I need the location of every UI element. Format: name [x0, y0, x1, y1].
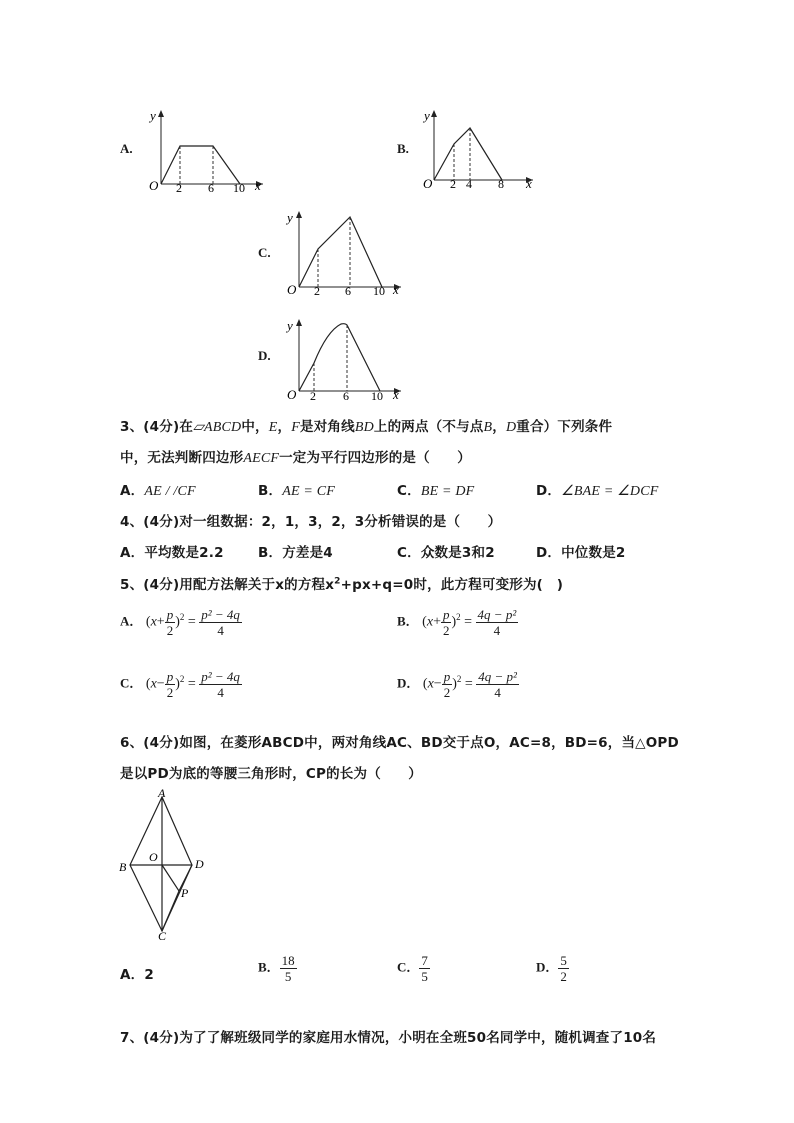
q3-text: ， [277, 419, 292, 435]
question-5 [120, 573, 563, 593]
q4-option-d[interactable] [536, 541, 626, 561]
graph-b-tick: 2 [450, 177, 456, 191]
point-a-label: A [158, 786, 166, 800]
q3-option-d[interactable] [536, 479, 659, 500]
q5-option-c[interactable]: C． (x− $\frac{p}{2}$ )$^2$ = $\frac{\text{p² − 4q}}{4}$ [120, 669, 240, 700]
q6-frac-den: 5 [284, 969, 292, 984]
q5-frac [165, 607, 176, 638]
graph-b-tick: 8 [498, 177, 504, 191]
q3-option-text: AE = CF [282, 484, 336, 499]
q5-sign: + [433, 614, 441, 630]
q5-equals: = [464, 676, 473, 692]
q3-math: BD [354, 420, 374, 435]
graph-c-x: x [393, 282, 399, 297]
q3-text: 中，无法判断四边形 [120, 450, 244, 466]
q3-option-a[interactable] [120, 479, 196, 500]
q5-square: 2 [456, 674, 462, 685]
graph-d-tick: 2 [310, 389, 316, 403]
q6-option-d[interactable] [536, 953, 569, 984]
q5-option-label: C． [120, 675, 143, 691]
q6-frac-num: 18 [281, 953, 295, 968]
q6-option-label: B． [258, 959, 280, 975]
q5-frac-den: 4 [494, 685, 501, 700]
q5-frac-num: p [442, 607, 450, 622]
q5-sign: − [433, 676, 442, 692]
graph-d [283, 313, 408, 408]
q6-frac-num: 7 [421, 953, 428, 968]
q5-frac-num: p² − 4q [201, 669, 240, 684]
q5-frac [442, 669, 453, 700]
q4-option-text: 方差是4 [282, 545, 333, 561]
q3-math: B [483, 420, 493, 435]
q5-option-label: D． [397, 675, 420, 691]
q6-option-label: A． [120, 967, 145, 983]
q5-var: x [150, 614, 157, 630]
graph-d-y: y [287, 318, 293, 333]
question-3-line-2 [120, 446, 471, 467]
q4-option-text: 中位数是2 [561, 545, 626, 561]
q5-frac-num: p [443, 669, 451, 684]
question-7: 7、(4分)为了了解班级同学的家庭用水情况，小明在全班50名同学中，随机调查了10名 [120, 1030, 657, 1046]
q3-option-label: B． [258, 483, 283, 499]
q6-option-value: 2 [144, 967, 154, 983]
q3-text: 一定为平行四边形的是（ ） [279, 450, 471, 466]
graph-a-o: O [149, 178, 159, 193]
q3-text: 上的两点（不与点 [373, 419, 484, 435]
q5-frac-den: 2 [442, 623, 450, 638]
q4-option-label: A． [120, 545, 145, 561]
graph-b [420, 104, 545, 194]
q5-frac [199, 669, 242, 700]
q5-frac [199, 607, 242, 638]
q4-option-label: C． [397, 545, 421, 561]
q5-frac-den: 4 [217, 623, 224, 638]
q6-option-a[interactable] [120, 963, 154, 983]
q5-frac-den: 2 [443, 685, 451, 700]
q5-frac [165, 669, 176, 700]
q6-option-c[interactable] [397, 953, 430, 984]
q4-option-c[interactable] [397, 541, 495, 561]
q3-option-label: D． [536, 483, 562, 499]
q5-frac-num: p [166, 669, 174, 684]
option-c-label: C. [258, 245, 271, 260]
q3-option-c[interactable] [397, 479, 474, 500]
q5-var: x [426, 614, 434, 630]
point-p-label: P [181, 886, 189, 900]
question-6-line-1: 6、(4分)如图，在菱形ABCD中，两对角线AC、BD交于点O，AC=8，BD=6，当△OPD [120, 735, 679, 751]
question-6-line-2: 是以PD为底的等腰三角形时，CP的长为（ ） [120, 766, 423, 782]
graph-d-o: O [287, 387, 297, 402]
graph-c-y: y [287, 210, 293, 225]
q3-math: F [291, 420, 300, 435]
graph-a-tick: 10 [233, 181, 245, 194]
graph-b-y: y [424, 108, 430, 123]
q5-option-label: B． [397, 613, 419, 629]
q3-option-label: C． [397, 483, 421, 499]
q5-option-d[interactable]: D． (x− $\frac{p}{2}$ )$^2$ = $\frac{\text{4q − p²}}{4}$ [397, 669, 517, 700]
q3-option-text: BE = DF [420, 484, 475, 499]
q3-option-text: AE / /CF [144, 484, 196, 499]
graph-c-o: O [287, 282, 297, 297]
q6-option-b[interactable] [258, 953, 297, 984]
q3-math: D [505, 420, 517, 435]
graph-a-x: x [255, 178, 261, 193]
q5-frac-den: 2 [166, 623, 174, 638]
q5-sign: + [156, 614, 165, 630]
q5-equals: = [464, 614, 473, 630]
q6-option-label: C． [397, 959, 420, 975]
graph-c-tick: 6 [345, 284, 351, 298]
q5-frac [476, 669, 519, 700]
q5-frac-num: p [166, 607, 174, 622]
q6-frac [280, 953, 297, 984]
q5-sign: − [156, 676, 165, 692]
q5-frac-den: 2 [166, 685, 174, 700]
option-b-label: B. [397, 141, 409, 156]
q6-option-label: D． [536, 959, 559, 975]
q3-text: 3、(4分)在 [120, 419, 194, 435]
point-o-label: O [149, 850, 158, 864]
q3-math: ▱ABCD [193, 420, 242, 435]
question-4: 4、(4分)对一组数据：2，1，3，2，3分析错误的是（ ） [120, 514, 502, 530]
q3-option-text: ∠BAE = ∠DCF [561, 484, 659, 499]
graph-c-tick: 2 [314, 284, 320, 298]
point-d-label: D [195, 857, 204, 871]
graph-a [145, 104, 270, 194]
q5-option-label: A． [120, 613, 143, 629]
q5-square: 2 [179, 674, 185, 685]
option-a-label: A. [120, 141, 133, 156]
graph-a-y: y [150, 108, 156, 123]
q3-math: AECF [243, 451, 280, 466]
q3-text: 是对角线 [300, 419, 355, 435]
graph-d-x: x [393, 387, 399, 402]
graph-d-tick: 10 [371, 389, 383, 403]
q4-option-text: 众数是3和2 [420, 545, 495, 561]
graph-a-tick: 2 [176, 181, 182, 194]
q5-option-b[interactable]: B． (x+ $\frac{p}{2}$ )$^2$ = $\frac{\text{4q − p²}}{4}$ [397, 607, 517, 638]
q3-text: 中， [241, 419, 269, 435]
q3-option-label: A． [120, 483, 145, 499]
graph-a-tick: 6 [208, 181, 214, 194]
q5-text: +px+q=0时，此方程可变形为( ) [340, 577, 564, 593]
q5-frac-num: p² − 4q [201, 607, 240, 622]
q6-frac-den: 5 [421, 969, 428, 984]
q5-var: x [150, 676, 157, 692]
q4-option-label: D． [536, 545, 562, 561]
q5-superscript: 2 [334, 576, 341, 587]
q6-frac-num: 5 [560, 953, 567, 968]
graph-c-tick: 10 [373, 284, 385, 298]
q4-option-label: B． [258, 545, 283, 561]
q6-frac [558, 953, 569, 984]
q4-option-text: 平均数是2.2 [144, 545, 224, 561]
graph-d-tick: 6 [343, 389, 349, 403]
rhombus-figure [115, 785, 225, 945]
graph-b-o: O [423, 176, 433, 191]
point-b-label: B [119, 860, 127, 874]
q5-frac [441, 607, 452, 638]
q5-square: 2 [456, 612, 461, 623]
q3-option-b[interactable] [258, 479, 335, 500]
q5-text: 5、(4分)用配方法解关于x的方程x [120, 577, 335, 593]
q4-option-a[interactable] [120, 541, 224, 561]
q3-math: E [268, 420, 278, 435]
q5-equals: = [187, 676, 196, 692]
q5-frac-num: 4q − p² [477, 607, 517, 622]
q5-equals: = [187, 614, 196, 630]
point-c-label: C [158, 929, 167, 943]
q5-frac-den: 4 [493, 623, 501, 638]
question-3-line-1 [120, 415, 612, 436]
graph-b-tick: 4 [466, 177, 472, 191]
q3-text: ， [492, 419, 506, 435]
graph-c [283, 205, 408, 300]
option-d-label: D. [258, 348, 271, 363]
q5-option-a[interactable]: A． (x+ $\frac{p}{2}$ )$^2$ = $\frac{\text{p² − 4q}}{4}$ [120, 607, 240, 638]
q4-option-b[interactable] [258, 541, 333, 561]
q6-frac-den: 2 [560, 969, 567, 984]
q5-var: x [427, 676, 434, 692]
graph-b-x: x [526, 176, 532, 191]
q5-frac-num: 4q − p² [478, 669, 517, 684]
q3-text: 重合）下列条件 [516, 419, 613, 435]
q5-frac-den: 4 [217, 685, 224, 700]
q5-square: 2 [179, 612, 185, 623]
q6-frac [419, 953, 430, 984]
q5-frac [476, 607, 519, 638]
